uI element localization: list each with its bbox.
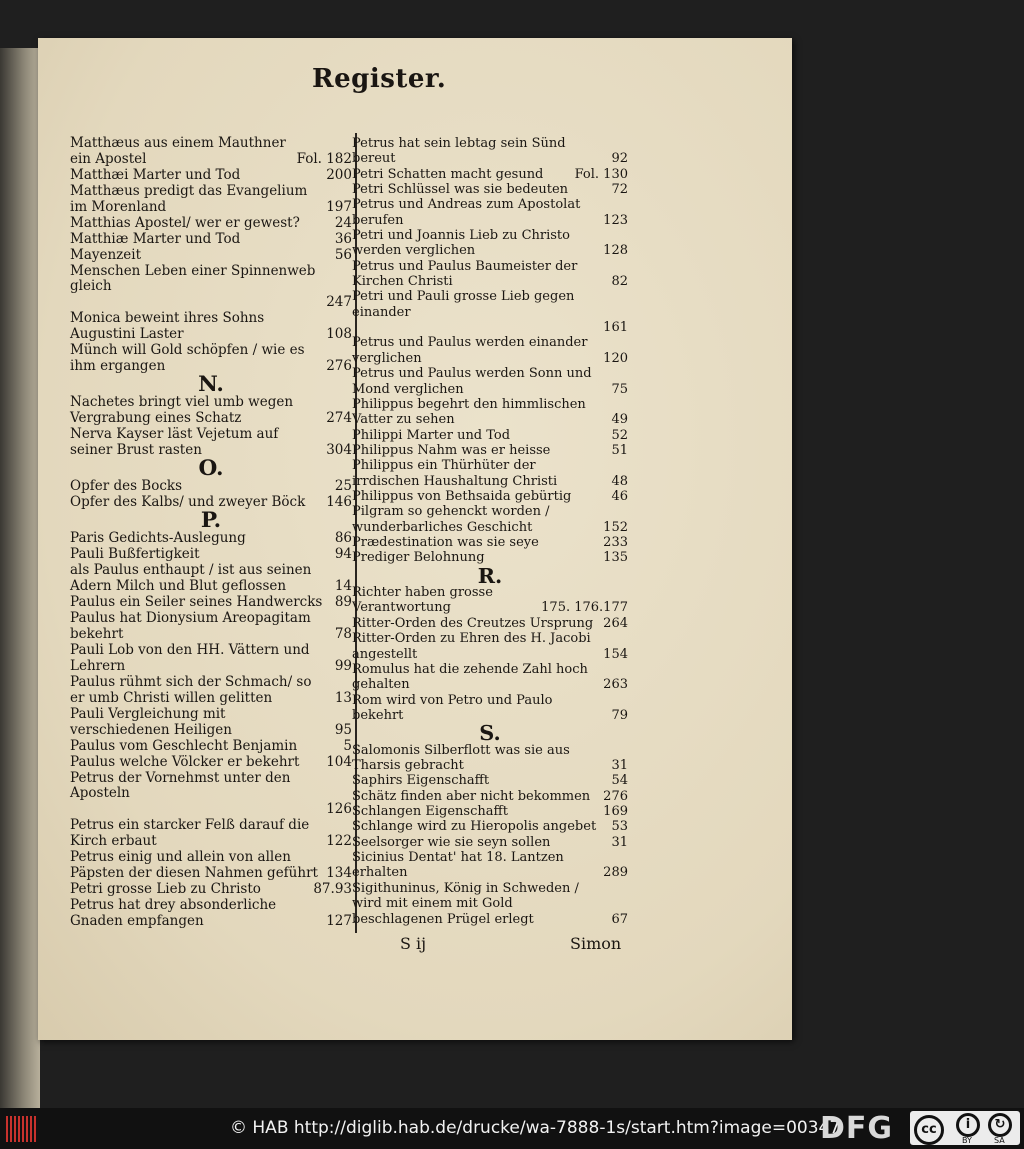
entry-text: Romulus hat die zehende Zahl hoch gehalten <box>352 661 588 693</box>
entry-page-number: 51 <box>611 442 628 458</box>
index-entry <box>70 898 352 930</box>
entry-text: Richter haben grosse Verantwortung <box>352 585 493 616</box>
entry-page-number: 161 <box>603 320 628 336</box>
index-entry <box>352 182 628 197</box>
entry-page-number: 49 <box>611 412 628 428</box>
index-entry <box>70 707 352 739</box>
index-entry <box>70 611 352 643</box>
entry-text: Matthæus predigt das Evangelium im Morenland <box>70 182 308 215</box>
index-entry <box>70 495 352 511</box>
index-entry <box>352 850 628 881</box>
entry-page-number: 36 <box>334 230 352 247</box>
entry-page-number: 146 <box>326 494 352 511</box>
index-entry <box>70 248 352 264</box>
copyright-link[interactable]: © HAB http://diglib.hab.de/drucke/wa-7888-1s/start.htm?image=00347 <box>230 1118 841 1138</box>
index-entry <box>70 547 352 563</box>
section-letter: O. <box>198 456 224 482</box>
index-entry <box>70 184 352 216</box>
cc-license-badge[interactable] <box>910 1111 1020 1145</box>
entry-page-number: 72 <box>611 182 628 198</box>
entry-text: Philippus ein Thürhüter der irrdischen Haushaltung Christi <box>352 458 558 489</box>
cc-icon: cc <box>914 1115 944 1145</box>
index-entry <box>70 739 352 755</box>
entry-page-number: 89 <box>334 594 352 611</box>
entry-page-number: 86 <box>334 530 352 547</box>
index-entry <box>70 343 352 375</box>
index-entry <box>70 595 352 611</box>
entry-text: Ritter-Orden zu Ehren des H. Jacobi angestellt <box>352 631 591 662</box>
entry-text: Paulus hat Dionysium Areopagitam bekehrt <box>70 610 311 643</box>
index-entry <box>70 395 352 427</box>
entry-page-number: 108 <box>326 326 352 343</box>
entry-page-number: 46 <box>611 488 628 504</box>
entry-page-number: 264 <box>603 615 628 631</box>
entry-text: Matthæi Marter und Tod <box>70 166 241 183</box>
entry-page-number: 52 <box>611 427 628 443</box>
entry-text: Petrus hat drey absonderliche Gnaden empfangen <box>70 897 277 929</box>
entry-text: Philippi Marter und Tod <box>352 427 511 443</box>
index-entry <box>352 535 628 550</box>
index-entry <box>70 264 352 312</box>
entry-text: Pauli Lob von den HH. Vättern und Lehrern <box>70 642 310 674</box>
entry-page-number: 75 <box>611 381 628 397</box>
entry-text: Ritter-Orden des Creutzes Ursprung <box>352 615 594 631</box>
index-entry <box>352 489 628 504</box>
index-entry <box>352 804 628 819</box>
entry-text: Schätz finden aber nicht bekommen <box>352 788 591 804</box>
entry-text: Petri Schlüssel was sie bedeuten <box>352 182 569 198</box>
index-entry <box>70 479 352 495</box>
previous-page-edge <box>0 48 40 1108</box>
entry-page-number: 31 <box>611 834 628 850</box>
index-entry <box>352 366 628 397</box>
index-entry <box>70 818 352 850</box>
section-letter: S. <box>479 720 501 746</box>
index-entry <box>352 819 628 834</box>
index-entry <box>70 850 352 882</box>
signature-mark: S ij <box>400 934 427 953</box>
entry-text: Nachetes bringt viel umb wegen Vergrabung eines Schatz <box>70 394 294 427</box>
section-letter: N. <box>198 372 224 398</box>
index-entry <box>70 216 352 232</box>
entry-page-number: 99 <box>334 657 352 674</box>
entry-page-number: 233 <box>603 534 628 550</box>
catchword: Simon <box>570 934 622 953</box>
entry-page-number: 175. 176.177 <box>541 600 628 616</box>
entry-text: Petrus und Paulus werden einander verglichen <box>352 335 588 366</box>
entry-text: Münch will Gold schöpfen / wie es ihm ergangen <box>70 342 305 375</box>
index-entry <box>70 563 352 595</box>
entry-page-number: 94 <box>334 546 352 563</box>
entry-text: Matthiæ Marter und Tod <box>70 230 241 247</box>
entry-text: Petrus und Andreas zum Apostolat berufen <box>352 197 581 228</box>
entry-text: Paulus vom Geschlecht Benjamin <box>70 737 298 754</box>
entry-text: Petri grosse Lieb zu Christo <box>70 881 261 898</box>
entry-page-number: 200 <box>326 166 352 183</box>
index-entry <box>352 167 628 182</box>
entry-page-number: 154 <box>603 646 628 662</box>
index-entry <box>352 259 628 290</box>
index-entry <box>70 136 352 168</box>
share-alike-icon: ↻ <box>988 1113 1012 1137</box>
index-entry <box>352 662 628 693</box>
index-entry <box>70 427 352 459</box>
entry-page-number: 276 <box>603 788 628 804</box>
index-entry <box>352 228 628 259</box>
entry-page-number: 67 <box>611 911 628 927</box>
index-entry <box>70 882 352 898</box>
entry-page-number: 53 <box>611 819 628 835</box>
entry-page-number: 48 <box>611 473 628 489</box>
entry-page-number: 82 <box>611 274 628 290</box>
entry-page-number: 5 <box>343 737 352 754</box>
entry-page-number: 122 <box>326 833 352 850</box>
entry-text: Paris Gedichts-Auslegung <box>70 530 246 547</box>
entry-text: Petrus und Paulus werden Sonn und Mond verglichen <box>352 366 592 397</box>
entry-page-number: 79 <box>611 707 628 723</box>
section-letter: R. <box>477 562 503 588</box>
index-entry <box>352 631 628 662</box>
entry-page-number: 120 <box>603 350 628 366</box>
entry-text: Rom wird von Petro und Paulo bekehrt <box>352 692 553 723</box>
entry-page-number: 128 <box>603 243 628 259</box>
entry-text: Paulus welche Völcker er bekehrt <box>70 753 300 770</box>
entry-text: Salomonis Silberflott was sie aus Tharsis gebracht <box>352 742 570 774</box>
entry-text: Philippus begehrt den himmlischen Vatter zu sehen <box>352 396 586 428</box>
entry-page-number: 127 <box>326 912 352 929</box>
index-entry <box>70 531 352 547</box>
entry-text: Petri und Joannis Lieb zu Christo werden verglichen <box>352 228 570 259</box>
by-label: BY <box>962 1136 972 1145</box>
entry-text: Saphirs Eigenschafft <box>352 773 490 789</box>
entry-page-number: 263 <box>603 677 628 693</box>
index-entry <box>70 232 352 248</box>
entry-text: Petrus einig und allein von allen Päpsten der diesen Nahmen geführt <box>70 849 318 882</box>
entry-text: Paulus ein Seiler seines Handwercks <box>70 594 323 611</box>
entry-page-number: 123 <box>603 212 628 228</box>
entry-page-number: 13 <box>334 689 352 706</box>
index-entry <box>70 675 352 707</box>
entry-text: Sicinius Dentat' hat 18. Lantzen erhalten <box>352 850 564 881</box>
index-entry <box>352 458 628 489</box>
index-entry <box>352 550 628 565</box>
entry-text: Monica beweint ihres Sohns Augustini Laster <box>70 310 265 343</box>
index-entry <box>352 504 628 535</box>
entry-page-number: 289 <box>603 865 628 881</box>
entry-text: als Paulus enthaupt / ist aus seinen Adern Milch und Blut geflossen <box>70 562 312 595</box>
entry-page-number: 87.93 <box>313 881 352 898</box>
entry-text: Petrus und Paulus Baumeister der Kirchen Christi <box>352 258 578 290</box>
entry-text: Petri und Pauli grosse Lieb gegen einander <box>352 289 575 320</box>
entry-text: Petrus ein starcker Felß darauf die Kirch erbaut <box>70 817 310 850</box>
entry-page-number: 304 <box>326 442 352 459</box>
dfg-logo: DFG <box>820 1111 894 1146</box>
entry-text: Sigithuninus, König in Schweden / wird mit einem mit Gold beschlagenen Prügel erlegt <box>352 880 579 927</box>
entry-page-number: 197 <box>326 198 352 215</box>
entry-page-number: 152 <box>603 519 628 535</box>
entry-page-number: 92 <box>611 151 628 167</box>
index-entry <box>70 755 352 771</box>
entry-text: Pauli Vergleichung mit verschiedenen Heiligen <box>70 705 232 738</box>
index-entry <box>352 789 628 804</box>
entry-page-number: 247 <box>326 294 352 311</box>
index-entry <box>352 693 628 724</box>
entry-text: Philippus von Bethsaida gebürtig <box>352 488 572 504</box>
entry-text: Opfer des Bocks <box>70 478 183 495</box>
entry-text: Prediger Belohnung <box>352 550 485 566</box>
entry-page-number: Fol. 182 <box>296 150 352 167</box>
entry-page-number: 134 <box>326 865 352 882</box>
index-entry <box>352 397 628 428</box>
entry-page-number: 126 <box>326 801 352 818</box>
entry-text: Petrus der Vornehmst unter den Aposteln <box>70 769 291 802</box>
entry-page-number: 56 <box>334 246 352 263</box>
entry-text: Seelsorger wie sie seyn sollen <box>352 834 551 850</box>
entry-page-number: 276 <box>326 358 352 375</box>
entry-page-number: 14 <box>334 578 352 595</box>
index-entry <box>70 643 352 675</box>
index-entry <box>352 289 628 335</box>
index-entry <box>352 743 628 774</box>
entry-text: Paulus rühmt sich der Schmach/ so er umb Christi willen gelitten <box>70 673 312 706</box>
index-entry <box>352 197 628 228</box>
entry-page-number: 54 <box>611 773 628 789</box>
entry-text: Pilgram so gehenckt worden / wunderbarliches Geschicht <box>352 504 550 535</box>
entry-text: Matthias Apostel/ wer er gewest? <box>70 214 300 231</box>
entry-text: Nerva Kayser läst Vejetum auf seiner Brust rasten <box>70 426 279 459</box>
entry-page-number: 25 <box>334 478 352 495</box>
index-entry <box>352 585 628 616</box>
library-barcode-icon <box>6 1116 36 1142</box>
index-entry <box>352 136 628 167</box>
index-column-left <box>70 136 352 930</box>
entry-text: Schlange wird zu Hieropolis angebet <box>352 819 597 835</box>
index-entry <box>70 168 352 184</box>
entry-text: Matthæus aus einem Mauthner ein Apostel <box>70 135 286 167</box>
attribution-icon: i <box>956 1113 980 1137</box>
entry-page-number: 31 <box>611 758 628 774</box>
index-entry <box>352 881 628 927</box>
index-entry <box>352 773 628 788</box>
entry-text: Petrus hat sein lebtag sein Sünd bereut <box>352 136 566 167</box>
entry-text: Prædestination was sie seye <box>352 534 539 550</box>
entry-page-number: 274 <box>326 410 352 427</box>
entry-page-number: Fol. 130 <box>574 166 628 182</box>
index-entry <box>352 616 628 631</box>
index-entry <box>352 335 628 366</box>
entry-page-number: 95 <box>334 721 352 738</box>
index-column-right <box>352 136 628 927</box>
entry-page-number: 104 <box>326 753 352 770</box>
index-entry <box>70 311 352 343</box>
entry-text: Menschen Leben einer Spinnenweb gleich <box>70 262 316 295</box>
index-entry <box>352 428 628 443</box>
entry-text: Schlangen Eigenschafft <box>352 804 508 820</box>
index-entry <box>352 443 628 458</box>
entry-text: Mayenzeit <box>70 246 142 263</box>
index-entry <box>352 835 628 850</box>
entry-page-number: 135 <box>603 550 628 566</box>
index-entry <box>70 771 352 819</box>
entry-text: Opfer des Kalbs/ und zweyer Böck <box>70 494 306 511</box>
entry-page-number: 169 <box>603 804 628 820</box>
entry-text: Philippus Nahm was er heisse <box>352 442 551 458</box>
page-title: Register. <box>312 64 447 94</box>
sa-label: SA <box>994 1136 1005 1145</box>
entry-text: Pauli Bußfertigkeit <box>70 546 200 563</box>
entry-page-number: 24 <box>334 214 352 231</box>
entry-text: Petri Schatten macht gesund <box>352 166 544 182</box>
section-letter: P. <box>200 508 222 534</box>
entry-page-number: 78 <box>334 626 352 643</box>
